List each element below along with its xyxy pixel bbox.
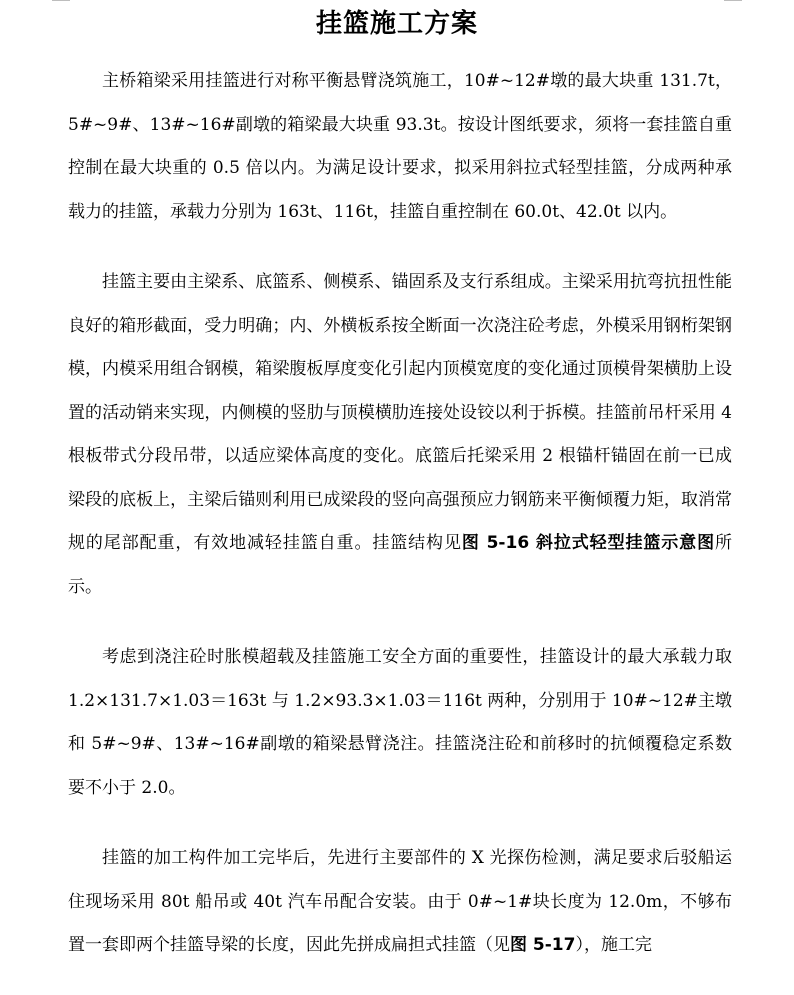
figure-reference: 图 5-17 [510,935,576,955]
document-body [68,60,732,995]
paragraph-fabrication-install [68,837,732,968]
paragraph-design-capacity: 考虑到浇注砼时胀模超载及挂篮施工安全方面的重要性，挂篮设计的最大承载力取 1.2×131.7×1.03＝163t 与 1.2×93.3×1.03＝116t 两种，分别用于 10#~12#主墩和 5#~9#、13#~16#副墩的箱梁悬臂浇注。挂篮浇注砼和前移时的抗倾覆稳定系数要不小于 2.0。 [68,647,732,798]
document-title: 挂篮施工方案 [315,9,478,39]
paragraph-text: 挂篮主要由主梁系、底篮系、侧模系、锚固系及支行系组成。主梁采用抗弯抗扭性能良好的箱形截面，受力明确；内、外横板系按全断面一次浇注砼考虑，外模采用钢桁架钢模，内模采用组合钢模，箱梁腹板厚度变化引起内顶模宽度的变化通过顶模骨架横肋上设置的活动销来实现，内侧模的竖肋与顶模横肋连接处设铰以利于拆模。挂篮前吊杆采用 4 根板带式分段吊带，以适应梁体高度的变化。底篮后托梁采用 2 根锚杆锚固在前一已成梁段的底板上，主梁后锚则利用已成梁段的竖向高强预应力钢筋来平衡倾覆力矩，取消常规的尾部配重，有效地减轻挂篮自重。挂篮结构见 [68,272,732,553]
paragraph-structure-composition [68,261,732,609]
paragraph-text: 所示。 [68,533,732,597]
page-corner-mark-right [724,0,742,1]
figure-reference: 图 5-16 斜拉式轻型挂篮示意图 [461,533,715,553]
paragraph-text: ），施工完 [575,935,652,955]
paragraph-load-requirements: 主桥箱梁采用挂篮进行对称平衡悬臂浇筑施工，10#~12#墩的最大块重 131.7t，5#~9#、13#~16#副墩的箱梁最大块重 93.3t。按设计图纸要求，须将一套挂篮自重控制在最大块重的 0.5 倍以内。为满足设计要求，拟采用斜拉式轻型挂篮，分成两种承载力的挂篮，承载力分别为 163t、116t，挂篮自重控制在 60.0t、42.0t 以内。 [68,71,732,222]
page-corner-mark-left [52,0,70,1]
paragraph-text: 挂篮的加工构件加工完毕后，先进行主要部件的 X 光探伤检测，满足要求后驳船运住现场采用 80t 船吊或 40t 汽车吊配合安装。由于 0#~1#块长度为 12.0m，不够布置一套即两个挂篮导梁的长度，因此先拼成扁担式挂篮（见 [68,848,732,955]
